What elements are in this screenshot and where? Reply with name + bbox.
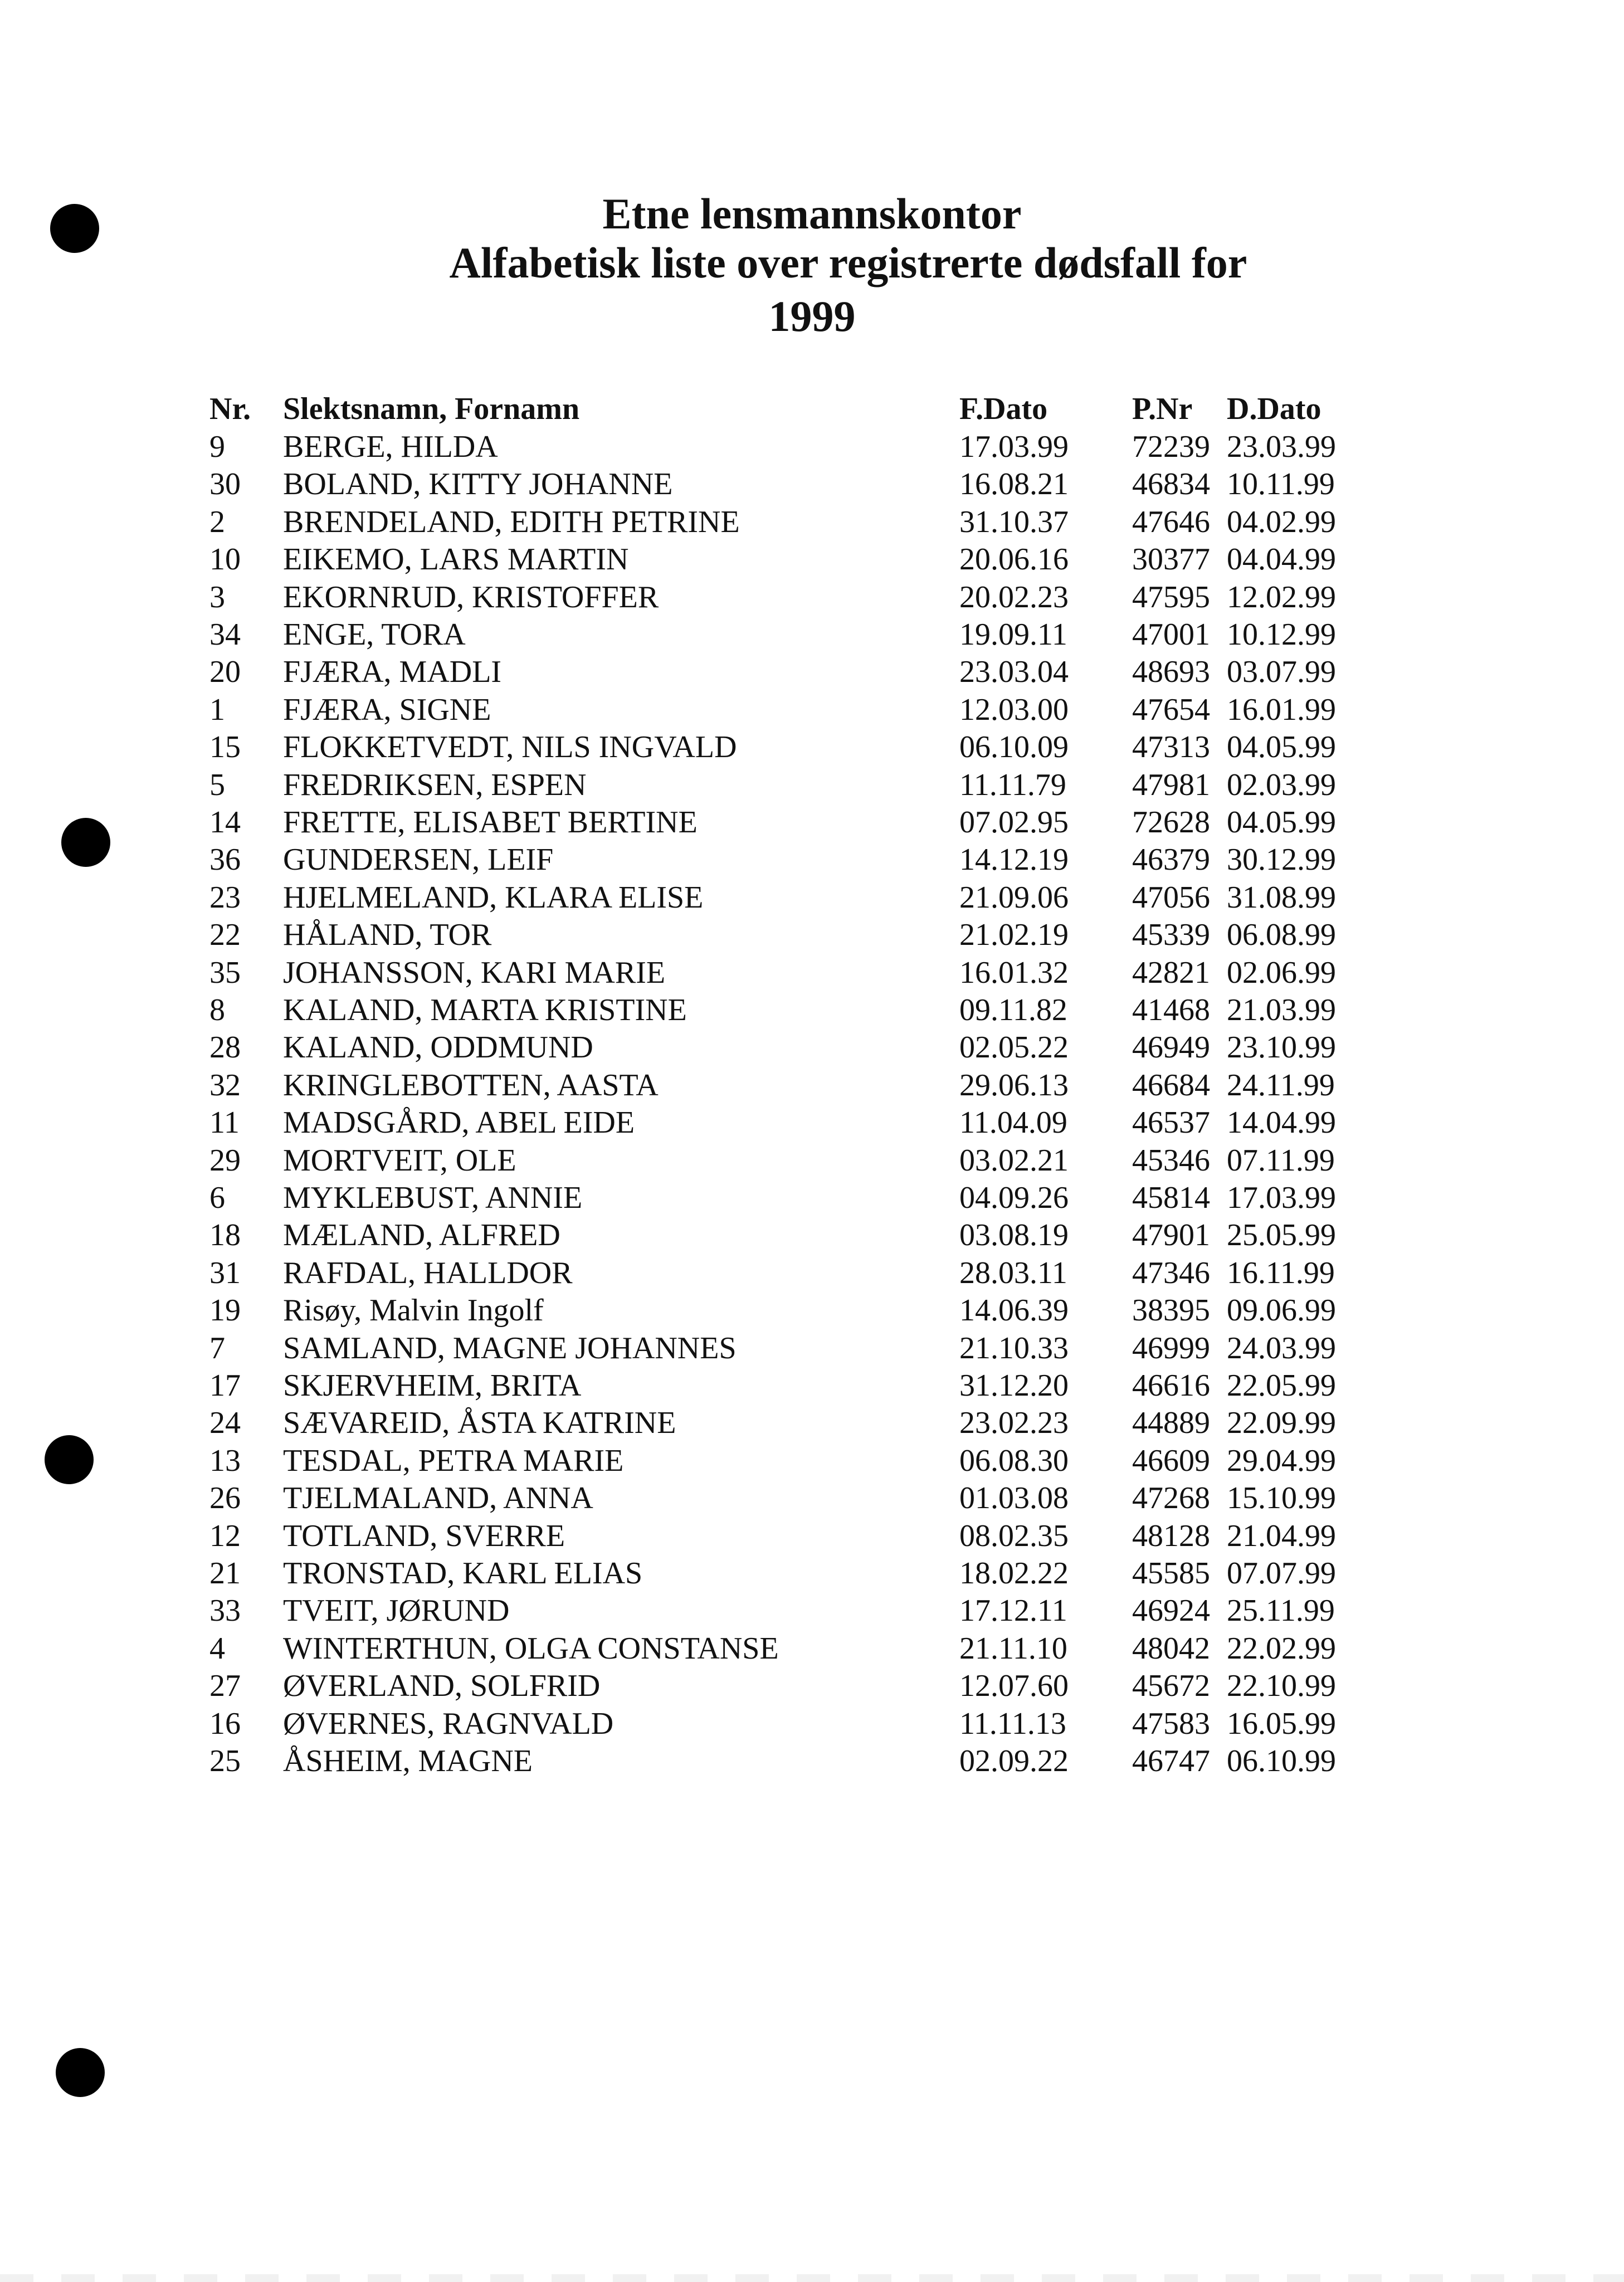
row-person-number: 47901	[1132, 1218, 1210, 1252]
row-death-date: 25.05.99	[1227, 1218, 1336, 1252]
row-name: RAFDAL, HALLDOR	[283, 1256, 573, 1290]
row-name: MADSGÅRD, ABEL EIDE	[283, 1105, 635, 1140]
row-person-number: 46616	[1132, 1368, 1210, 1403]
row-birth-date: 12.03.00	[959, 693, 1069, 727]
row-person-number: 47346	[1132, 1256, 1210, 1290]
row-name: HJELMELAND, KLARA ELISE	[283, 880, 704, 915]
row-nr: 8	[209, 993, 225, 1027]
row-person-number: 46747	[1132, 1744, 1210, 1778]
row-death-date: 04.05.99	[1227, 730, 1336, 764]
row-death-date: 17.03.99	[1227, 1181, 1336, 1215]
row-name: KALAND, ODDMUND	[283, 1030, 593, 1065]
row-nr: 34	[209, 617, 241, 652]
row-death-date: 06.08.99	[1227, 918, 1336, 952]
row-person-number: 42821	[1132, 955, 1210, 990]
row-person-number: 45346	[1132, 1143, 1210, 1178]
row-death-date: 25.11.99	[1227, 1593, 1335, 1628]
row-person-number: 48128	[1132, 1519, 1210, 1553]
row-death-date: 22.05.99	[1227, 1368, 1336, 1403]
punch-hole	[56, 2048, 105, 2097]
table-row	[0, 954, 1624, 992]
row-birth-date: 14.06.39	[959, 1293, 1069, 1328]
row-name: KRINGLEBOTTEN, AASTA	[283, 1068, 659, 1103]
row-name: TRONSTAD, KARL ELIAS	[283, 1556, 643, 1591]
table-row	[0, 578, 1624, 616]
table-row	[0, 1329, 1624, 1367]
document-title-office: Etne lensmannskontor	[602, 189, 1022, 238]
row-person-number: 72239	[1132, 430, 1210, 464]
row-name: WINTERTHUN, OLGA CONSTANSE	[283, 1631, 779, 1666]
row-person-number: 46999	[1132, 1331, 1210, 1366]
row-death-date: 21.04.99	[1227, 1519, 1336, 1553]
table-row	[0, 540, 1624, 578]
row-nr: 9	[209, 430, 225, 464]
row-birth-date: 03.08.19	[959, 1218, 1069, 1252]
row-birth-date: 28.03.11	[959, 1256, 1067, 1290]
row-person-number: 45585	[1132, 1556, 1210, 1591]
row-name: TJELMALAND, ANNA	[283, 1481, 593, 1515]
table-row	[0, 1367, 1624, 1405]
row-nr: 13	[209, 1444, 241, 1478]
row-nr: 33	[209, 1593, 241, 1628]
row-birth-date: 09.11.82	[959, 993, 1067, 1027]
row-person-number: 46609	[1132, 1444, 1210, 1478]
row-birth-date: 19.09.11	[959, 617, 1067, 652]
table-row	[0, 991, 1624, 1029]
row-birth-date: 20.02.23	[959, 580, 1069, 615]
row-nr: 11	[209, 1105, 240, 1140]
table-row	[0, 616, 1624, 654]
table-row	[0, 465, 1624, 503]
row-death-date: 06.10.99	[1227, 1744, 1336, 1778]
row-death-date: 04.04.99	[1227, 542, 1336, 577]
row-nr: 5	[209, 768, 225, 802]
row-nr: 30	[209, 467, 241, 501]
column-header-nr: Nr.	[209, 392, 251, 426]
row-person-number: 47313	[1132, 730, 1210, 764]
row-nr: 3	[209, 580, 225, 615]
row-birth-date: 21.11.10	[959, 1631, 1067, 1666]
document-title-year: 1999	[768, 292, 856, 340]
row-nr: 16	[209, 1706, 241, 1741]
table-row	[0, 766, 1624, 804]
table-row	[0, 1254, 1624, 1292]
row-name: FLOKKETVEDT, NILS INGVALD	[283, 730, 737, 764]
row-birth-date: 17.12.11	[959, 1593, 1067, 1628]
table-row	[0, 1479, 1624, 1517]
table-row	[0, 1216, 1624, 1254]
row-person-number: 46684	[1132, 1068, 1210, 1103]
row-nr: 14	[209, 805, 241, 840]
row-name: ØVERLAND, SOLFRID	[283, 1669, 601, 1703]
row-nr: 29	[209, 1143, 241, 1178]
row-nr: 25	[209, 1744, 241, 1778]
document-title-description: Alfabetisk liste over registrerte dødsfall for	[449, 238, 1247, 287]
row-birth-date: 12.07.60	[959, 1669, 1069, 1703]
row-birth-date: 14.12.19	[959, 842, 1069, 877]
table-row	[0, 841, 1624, 879]
row-name: HÅLAND, TOR	[283, 918, 492, 952]
row-birth-date: 21.02.19	[959, 918, 1069, 952]
row-name: BERGE, HILDA	[283, 430, 498, 464]
row-birth-date: 20.06.16	[959, 542, 1069, 577]
row-birth-date: 21.10.33	[959, 1331, 1069, 1366]
row-name: MYKLEBUST, ANNIE	[283, 1181, 583, 1215]
row-person-number: 46949	[1132, 1030, 1210, 1065]
row-death-date: 22.02.99	[1227, 1631, 1336, 1666]
row-death-date: 02.03.99	[1227, 768, 1336, 802]
row-birth-date: 21.09.06	[959, 880, 1069, 915]
row-nr: 7	[209, 1331, 225, 1366]
row-name: TESDAL, PETRA MARIE	[283, 1444, 624, 1478]
row-nr: 36	[209, 842, 241, 877]
row-name: JOHANSSON, KARI MARIE	[283, 955, 666, 990]
row-birth-date: 23.02.23	[959, 1406, 1069, 1440]
row-death-date: 14.04.99	[1227, 1105, 1336, 1140]
row-name: GUNDERSEN, LEIF	[283, 842, 554, 877]
row-birth-date: 17.03.99	[959, 430, 1069, 464]
row-name: EIKEMO, LARS MARTIN	[283, 542, 629, 577]
table-row	[0, 1705, 1624, 1743]
row-death-date: 03.07.99	[1227, 655, 1336, 689]
row-name: MORTVEIT, OLE	[283, 1143, 516, 1178]
row-death-date: 24.03.99	[1227, 1331, 1336, 1366]
row-nr: 12	[209, 1519, 241, 1553]
table-row	[0, 1667, 1624, 1705]
table-row	[0, 1179, 1624, 1217]
table-row	[0, 879, 1624, 916]
table-row	[0, 1028, 1624, 1066]
row-nr: 1	[209, 693, 225, 727]
row-name: TVEIT, JØRUND	[283, 1593, 510, 1628]
row-death-date: 04.02.99	[1227, 505, 1336, 539]
row-name: BOLAND, KITTY JOHANNE	[283, 467, 673, 501]
row-birth-date: 07.02.95	[959, 805, 1069, 840]
row-death-date: 02.06.99	[1227, 955, 1336, 990]
table-row	[0, 1404, 1624, 1442]
row-birth-date: 03.02.21	[959, 1143, 1069, 1178]
row-name: ÅSHEIM, MAGNE	[283, 1744, 533, 1778]
row-death-date: 23.03.99	[1227, 430, 1336, 464]
row-death-date: 29.04.99	[1227, 1444, 1336, 1478]
row-person-number: 46537	[1132, 1105, 1210, 1140]
row-person-number: 47056	[1132, 880, 1210, 915]
row-birth-date: 06.10.09	[959, 730, 1069, 764]
row-death-date: 10.12.99	[1227, 617, 1336, 652]
table-row	[0, 916, 1624, 954]
row-nr: 17	[209, 1368, 241, 1403]
table-row	[0, 1630, 1624, 1667]
row-death-date: 31.08.99	[1227, 880, 1336, 915]
row-nr: 31	[209, 1256, 241, 1290]
row-name: TOTLAND, SVERRE	[283, 1519, 565, 1553]
row-person-number: 72628	[1132, 805, 1210, 840]
row-death-date: 21.03.99	[1227, 993, 1336, 1027]
table-row	[0, 803, 1624, 841]
row-person-number: 47583	[1132, 1706, 1210, 1741]
row-nr: 6	[209, 1181, 225, 1215]
row-death-date: 16.11.99	[1227, 1256, 1335, 1290]
row-nr: 4	[209, 1631, 225, 1666]
row-death-date: 15.10.99	[1227, 1481, 1336, 1515]
row-name: FREDRIKSEN, ESPEN	[283, 768, 587, 802]
row-person-number: 47646	[1132, 505, 1210, 539]
row-name: ENGE, TORA	[283, 617, 466, 652]
row-birth-date: 16.01.32	[959, 955, 1069, 990]
row-birth-date: 11.11.13	[959, 1706, 1066, 1741]
row-birth-date: 23.03.04	[959, 655, 1069, 689]
row-nr: 26	[209, 1481, 241, 1515]
row-name: EKORNRUD, KRISTOFFER	[283, 580, 659, 615]
table-row	[0, 503, 1624, 541]
row-name: SÆVAREID, ÅSTA KATRINE	[283, 1406, 676, 1440]
row-birth-date: 31.10.37	[959, 505, 1069, 539]
row-person-number: 46834	[1132, 467, 1210, 501]
row-death-date: 22.09.99	[1227, 1406, 1336, 1440]
row-person-number: 48693	[1132, 655, 1210, 689]
row-birth-date: 01.03.08	[959, 1481, 1069, 1515]
row-nr: 21	[209, 1556, 241, 1591]
row-name: FRETTE, ELISABET BERTINE	[283, 805, 698, 840]
table-row	[0, 1592, 1624, 1630]
row-person-number: 30377	[1132, 542, 1210, 577]
row-name: SKJERVHEIM, BRITA	[283, 1368, 582, 1403]
column-header-person-number: P.Nr	[1132, 392, 1193, 426]
column-header-birth-date: F.Dato	[959, 392, 1048, 426]
row-birth-date: 16.08.21	[959, 467, 1069, 501]
row-name: SAMLAND, MAGNE JOHANNES	[283, 1331, 737, 1366]
column-header-death-date: D.Dato	[1227, 392, 1321, 426]
row-name: FJÆRA, SIGNE	[283, 693, 491, 727]
row-death-date: 16.05.99	[1227, 1706, 1336, 1741]
table-row	[0, 1142, 1624, 1179]
table-row	[0, 1442, 1624, 1480]
row-person-number: 47595	[1132, 580, 1210, 615]
row-death-date: 16.01.99	[1227, 693, 1336, 727]
table-row	[0, 1104, 1624, 1142]
row-nr: 18	[209, 1218, 241, 1252]
row-birth-date: 08.02.35	[959, 1519, 1069, 1553]
row-death-date: 04.05.99	[1227, 805, 1336, 840]
row-name: FJÆRA, MADLI	[283, 655, 502, 689]
row-death-date: 07.07.99	[1227, 1556, 1336, 1591]
row-nr: 32	[209, 1068, 241, 1103]
row-birth-date: 02.09.22	[959, 1744, 1069, 1778]
table-row	[0, 653, 1624, 691]
table-row	[0, 1066, 1624, 1104]
row-name: ØVERNES, RAGNVALD	[283, 1706, 614, 1741]
row-person-number: 41468	[1132, 993, 1210, 1027]
row-death-date: 07.11.99	[1227, 1143, 1335, 1178]
row-birth-date: 31.12.20	[959, 1368, 1069, 1403]
row-name: BRENDELAND, EDITH PETRINE	[283, 505, 740, 539]
row-nr: 35	[209, 955, 241, 990]
row-name: MÆLAND, ALFRED	[283, 1218, 560, 1252]
row-nr: 23	[209, 880, 241, 915]
row-nr: 22	[209, 918, 241, 952]
table-row	[0, 1742, 1624, 1780]
row-death-date: 09.06.99	[1227, 1293, 1336, 1328]
row-person-number: 47654	[1132, 693, 1210, 727]
row-nr: 24	[209, 1406, 241, 1440]
row-name: Risøy, Malvin Ingolf	[283, 1293, 544, 1328]
row-person-number: 47268	[1132, 1481, 1210, 1515]
row-nr: 19	[209, 1293, 241, 1328]
row-birth-date: 11.11.79	[959, 768, 1066, 802]
table-row	[0, 691, 1624, 729]
scan-edge	[0, 2274, 1624, 2282]
row-person-number: 45672	[1132, 1669, 1210, 1703]
row-birth-date: 02.05.22	[959, 1030, 1069, 1065]
row-death-date: 24.11.99	[1227, 1068, 1335, 1103]
row-nr: 2	[209, 505, 225, 539]
table-row	[0, 1291, 1624, 1329]
table-row	[0, 1517, 1624, 1555]
row-nr: 10	[209, 542, 241, 577]
row-birth-date: 18.02.22	[959, 1556, 1069, 1591]
column-header-name: Slektsnamn, Fornamn	[283, 392, 580, 426]
row-death-date: 30.12.99	[1227, 842, 1336, 877]
row-birth-date: 06.08.30	[959, 1444, 1069, 1478]
row-birth-date: 11.04.09	[959, 1105, 1067, 1140]
row-nr: 28	[209, 1030, 241, 1065]
row-person-number: 45339	[1132, 918, 1210, 952]
row-person-number: 46924	[1132, 1593, 1210, 1628]
row-person-number: 47981	[1132, 768, 1210, 802]
row-nr: 20	[209, 655, 241, 689]
row-person-number: 47001	[1132, 617, 1210, 652]
row-nr: 27	[209, 1669, 241, 1703]
row-death-date: 10.11.99	[1227, 467, 1335, 501]
table-row	[0, 428, 1624, 466]
row-person-number: 44889	[1132, 1406, 1210, 1440]
row-person-number: 46379	[1132, 842, 1210, 877]
row-death-date: 12.02.99	[1227, 580, 1336, 615]
row-person-number: 38395	[1132, 1293, 1210, 1328]
row-death-date: 22.10.99	[1227, 1669, 1336, 1703]
row-birth-date: 04.09.26	[959, 1181, 1069, 1215]
row-person-number: 48042	[1132, 1631, 1210, 1666]
table-row	[0, 1554, 1624, 1592]
row-nr: 15	[209, 730, 241, 764]
table-header	[0, 390, 1624, 428]
row-name: KALAND, MARTA KRISTINE	[283, 993, 687, 1027]
row-death-date: 23.10.99	[1227, 1030, 1336, 1065]
row-person-number: 45814	[1132, 1181, 1210, 1215]
table-row	[0, 728, 1624, 766]
row-birth-date: 29.06.13	[959, 1068, 1069, 1103]
